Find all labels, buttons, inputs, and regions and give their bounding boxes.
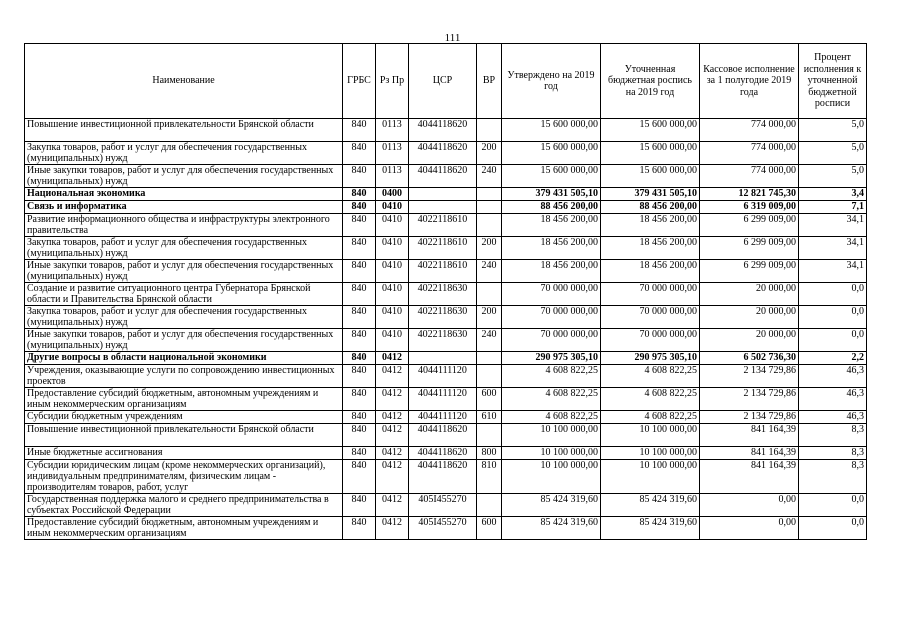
cell-cash: 841 164,39 [700, 424, 799, 447]
cell-grbs: 840 [343, 214, 376, 237]
cell-rzpr: 0412 [376, 424, 409, 447]
cell-refined: 10 100 000,00 [601, 460, 700, 494]
cell-name: Национальная экономика [25, 188, 343, 201]
cell-name: Субсидии юридическим лицам (кроме некоммерческих организаций), индивидуальным предпринимателям, физическим лицам - производителям товаров, работ, услуг [25, 460, 343, 494]
cell-approved: 18 456 200,00 [502, 260, 601, 283]
cell-refined: 18 456 200,00 [601, 214, 700, 237]
cell-refined: 4 608 822,25 [601, 365, 700, 388]
cell-rzpr: 0412 [376, 388, 409, 411]
cell-percent: 0,0 [799, 306, 867, 329]
col-header-cash: Кассовое исполнение за 1 полугодие 2019 года [700, 44, 799, 119]
cell-vr: 610 [477, 411, 502, 424]
cell-name: Предоставление субсидий бюджетным, автономным учреждениям и иным некоммерческим организациям [25, 388, 343, 411]
cell-percent: 46,3 [799, 365, 867, 388]
cell-rzpr: 0113 [376, 119, 409, 142]
cell-approved: 85 424 319,60 [502, 494, 601, 517]
cell-approved: 88 456 200,00 [502, 201, 601, 214]
table-row [25, 201, 867, 214]
cell-approved: 10 100 000,00 [502, 424, 601, 447]
table-row [25, 494, 867, 517]
cell-approved: 10 100 000,00 [502, 447, 601, 460]
cell-csr: 4044111120 [409, 388, 477, 411]
table-row [25, 352, 867, 365]
cell-csr: 4022118630 [409, 329, 477, 352]
cell-grbs: 840 [343, 165, 376, 188]
col-header-name: Наименование [25, 44, 343, 119]
cell-csr: 4044111120 [409, 365, 477, 388]
col-header-rzpr: Рз Пр [376, 44, 409, 119]
cell-cash: 0,00 [700, 517, 799, 540]
cell-rzpr: 0410 [376, 260, 409, 283]
cell-grbs: 840 [343, 329, 376, 352]
cell-name: Иные закупки товаров, работ и услуг для обеспечения государственных (муниципальных) нужд [25, 260, 343, 283]
cell-cash: 2 134 729,86 [700, 388, 799, 411]
cell-vr [477, 119, 502, 142]
cell-vr [477, 283, 502, 306]
cell-name: Повышение инвестиционной привлекательности Брянской области [25, 119, 343, 142]
cell-csr: 4022118610 [409, 214, 477, 237]
cell-rzpr: 0410 [376, 306, 409, 329]
cell-name: Иные бюджетные ассигнования [25, 447, 343, 460]
cell-cash: 6 502 736,30 [700, 352, 799, 365]
cell-name: Предоставление субсидий бюджетным, автономным учреждениям и иным некоммерческим организациям [25, 517, 343, 540]
cell-refined: 70 000 000,00 [601, 283, 700, 306]
cell-grbs: 840 [343, 201, 376, 214]
cell-percent: 34,1 [799, 260, 867, 283]
cell-csr: 4022118610 [409, 260, 477, 283]
cell-percent: 5,0 [799, 119, 867, 142]
cell-refined: 85 424 319,60 [601, 517, 700, 540]
cell-cash: 774 000,00 [700, 142, 799, 165]
cell-vr [477, 352, 502, 365]
cell-refined: 10 100 000,00 [601, 424, 700, 447]
cell-approved: 15 600 000,00 [502, 165, 601, 188]
cell-csr: 4022118610 [409, 237, 477, 260]
cell-grbs: 840 [343, 494, 376, 517]
table-row [25, 517, 867, 540]
cell-name: Закупка товаров, работ и услуг для обеспечения государственных (муниципальных) нужд [25, 237, 343, 260]
cell-grbs: 840 [343, 237, 376, 260]
cell-cash: 20 000,00 [700, 283, 799, 306]
cell-cash: 6 299 009,00 [700, 260, 799, 283]
cell-rzpr: 0412 [376, 494, 409, 517]
cell-cash: 841 164,39 [700, 460, 799, 494]
cell-cash: 12 821 745,30 [700, 188, 799, 201]
cell-cash: 774 000,00 [700, 119, 799, 142]
table-row [25, 142, 867, 165]
cell-percent: 5,0 [799, 142, 867, 165]
cell-csr: 4044118620 [409, 142, 477, 165]
cell-percent: 2,2 [799, 352, 867, 365]
cell-rzpr: 0410 [376, 237, 409, 260]
cell-refined: 15 600 000,00 [601, 142, 700, 165]
cell-cash: 841 164,39 [700, 447, 799, 460]
cell-approved: 4 608 822,25 [502, 365, 601, 388]
cell-refined: 88 456 200,00 [601, 201, 700, 214]
cell-vr [477, 201, 502, 214]
cell-percent: 0,0 [799, 494, 867, 517]
cell-refined: 70 000 000,00 [601, 329, 700, 352]
cell-approved: 290 975 305,10 [502, 352, 601, 365]
cell-grbs: 840 [343, 411, 376, 424]
cell-vr: 600 [477, 517, 502, 540]
cell-csr: 4044111120 [409, 411, 477, 424]
cell-percent: 0,0 [799, 329, 867, 352]
cell-cash: 6 299 009,00 [700, 214, 799, 237]
cell-csr: 405I455270 [409, 517, 477, 540]
cell-percent: 8,3 [799, 424, 867, 447]
cell-vr [477, 188, 502, 201]
cell-rzpr: 0412 [376, 365, 409, 388]
cell-csr: 405I455270 [409, 494, 477, 517]
col-header-percent: Процент исполнения к уточненной бюджетной росписи [799, 44, 867, 119]
cell-grbs: 840 [343, 447, 376, 460]
cell-approved: 70 000 000,00 [502, 283, 601, 306]
cell-cash: 2 134 729,86 [700, 411, 799, 424]
cell-percent: 0,0 [799, 517, 867, 540]
budget-table [24, 43, 867, 540]
cell-name: Другие вопросы в области национальной экономики [25, 352, 343, 365]
cell-percent: 0,0 [799, 283, 867, 306]
cell-percent: 7,1 [799, 201, 867, 214]
cell-approved: 70 000 000,00 [502, 306, 601, 329]
page-number: 111 [444, 32, 461, 44]
cell-percent: 3,4 [799, 188, 867, 201]
table-row [25, 411, 867, 424]
cell-percent: 34,1 [799, 214, 867, 237]
cell-cash: 20 000,00 [700, 329, 799, 352]
cell-vr: 810 [477, 460, 502, 494]
cell-refined: 379 431 505,10 [601, 188, 700, 201]
cell-refined: 18 456 200,00 [601, 260, 700, 283]
cell-refined: 4 608 822,25 [601, 388, 700, 411]
cell-grbs: 840 [343, 352, 376, 365]
cell-cash: 20 000,00 [700, 306, 799, 329]
cell-name: Создание и развитие ситуационного центра Губернатора Брянской области и Правительства Брянской области [25, 283, 343, 306]
cell-cash: 6 319 009,00 [700, 201, 799, 214]
table-row [25, 329, 867, 352]
table-row [25, 306, 867, 329]
cell-refined: 70 000 000,00 [601, 306, 700, 329]
cell-approved: 18 456 200,00 [502, 214, 601, 237]
cell-refined: 4 608 822,25 [601, 411, 700, 424]
cell-percent: 8,3 [799, 447, 867, 460]
cell-percent: 5,0 [799, 165, 867, 188]
cell-rzpr: 0410 [376, 214, 409, 237]
table-row [25, 260, 867, 283]
cell-vr [477, 424, 502, 447]
col-header-grbs: ГРБС [343, 44, 376, 119]
cell-vr: 200 [477, 306, 502, 329]
cell-vr [477, 365, 502, 388]
cell-name: Субсидии бюджетным учреждениям [25, 411, 343, 424]
cell-vr: 240 [477, 260, 502, 283]
table-header-row [25, 44, 867, 119]
cell-csr: 4044118620 [409, 424, 477, 447]
cell-csr: 4044118620 [409, 165, 477, 188]
cell-rzpr: 0410 [376, 201, 409, 214]
table-row [25, 188, 867, 201]
table-row [25, 237, 867, 260]
cell-refined: 15 600 000,00 [601, 119, 700, 142]
cell-percent: 34,1 [799, 237, 867, 260]
cell-percent: 46,3 [799, 388, 867, 411]
cell-rzpr: 0412 [376, 411, 409, 424]
cell-name: Государственная поддержка малого и среднего предпринимательства в субъектах Российской Федерации [25, 494, 343, 517]
cell-grbs: 840 [343, 283, 376, 306]
cell-vr [477, 214, 502, 237]
cell-refined: 10 100 000,00 [601, 447, 700, 460]
cell-approved: 10 100 000,00 [502, 460, 601, 494]
cell-rzpr: 0412 [376, 447, 409, 460]
cell-rzpr: 0113 [376, 142, 409, 165]
cell-csr: 4022118630 [409, 306, 477, 329]
table-row [25, 119, 867, 142]
cell-refined: 18 456 200,00 [601, 237, 700, 260]
cell-approved: 70 000 000,00 [502, 329, 601, 352]
col-header-approved: Утверждено на 2019 год [502, 44, 601, 119]
cell-rzpr: 0113 [376, 165, 409, 188]
cell-csr: 4022118630 [409, 283, 477, 306]
table-body [25, 119, 867, 540]
cell-rzpr: 0400 [376, 188, 409, 201]
table-row [25, 214, 867, 237]
cell-csr [409, 352, 477, 365]
table-row [25, 283, 867, 306]
cell-refined: 85 424 319,60 [601, 494, 700, 517]
cell-grbs: 840 [343, 424, 376, 447]
cell-rzpr: 0410 [376, 283, 409, 306]
cell-csr: 4044118620 [409, 460, 477, 494]
cell-grbs: 840 [343, 365, 376, 388]
cell-name: Повышение инвестиционной привлекательности Брянской области [25, 424, 343, 447]
cell-approved: 18 456 200,00 [502, 237, 601, 260]
cell-grbs: 840 [343, 119, 376, 142]
col-header-vr: ВР [477, 44, 502, 119]
cell-cash: 0,00 [700, 494, 799, 517]
table-row [25, 388, 867, 411]
table-row [25, 365, 867, 388]
cell-rzpr: 0410 [376, 329, 409, 352]
cell-grbs: 840 [343, 188, 376, 201]
cell-rzpr: 0412 [376, 352, 409, 365]
cell-vr: 600 [477, 388, 502, 411]
cell-vr: 200 [477, 237, 502, 260]
col-header-csr: ЦСР [409, 44, 477, 119]
cell-grbs: 840 [343, 142, 376, 165]
cell-rzpr: 0412 [376, 517, 409, 540]
cell-csr [409, 201, 477, 214]
cell-refined: 290 975 305,10 [601, 352, 700, 365]
cell-cash: 6 299 009,00 [700, 237, 799, 260]
cell-grbs: 840 [343, 306, 376, 329]
table-row [25, 447, 867, 460]
cell-approved: 15 600 000,00 [502, 142, 601, 165]
cell-grbs: 840 [343, 388, 376, 411]
cell-name: Связь и информатика [25, 201, 343, 214]
cell-percent: 8,3 [799, 460, 867, 494]
table-row [25, 424, 867, 447]
cell-approved: 4 608 822,25 [502, 388, 601, 411]
cell-cash: 2 134 729,86 [700, 365, 799, 388]
cell-vr: 240 [477, 165, 502, 188]
cell-name: Закупка товаров, работ и услуг для обеспечения государственных (муниципальных) нужд [25, 306, 343, 329]
cell-grbs: 840 [343, 460, 376, 494]
cell-cash: 774 000,00 [700, 165, 799, 188]
cell-csr [409, 188, 477, 201]
table-row [25, 165, 867, 188]
table-row [25, 460, 867, 494]
cell-csr: 4044118620 [409, 447, 477, 460]
cell-name: Иные закупки товаров, работ и услуг для обеспечения государственных (муниципальных) нужд [25, 329, 343, 352]
cell-name: Развитие информационного общества и инфраструктуры электронного правительства [25, 214, 343, 237]
cell-approved: 379 431 505,10 [502, 188, 601, 201]
cell-vr: 200 [477, 142, 502, 165]
cell-csr: 4044118620 [409, 119, 477, 142]
cell-approved: 15 600 000,00 [502, 119, 601, 142]
cell-name: Иные закупки товаров, работ и услуг для обеспечения государственных (муниципальных) нужд [25, 165, 343, 188]
cell-percent: 46,3 [799, 411, 867, 424]
cell-rzpr: 0412 [376, 460, 409, 494]
cell-name: Учреждения, оказывающие услуги по сопровождению инвестиционных проектов [25, 365, 343, 388]
cell-vr: 240 [477, 329, 502, 352]
cell-grbs: 840 [343, 517, 376, 540]
cell-grbs: 840 [343, 260, 376, 283]
cell-refined: 15 600 000,00 [601, 165, 700, 188]
col-header-refined: Уточненная бюджетная роспись на 2019 год [601, 44, 700, 119]
cell-approved: 85 424 319,60 [502, 517, 601, 540]
cell-name: Закупка товаров, работ и услуг для обеспечения государственных (муниципальных) нужд [25, 142, 343, 165]
cell-vr [477, 494, 502, 517]
cell-vr: 800 [477, 447, 502, 460]
cell-approved: 4 608 822,25 [502, 411, 601, 424]
